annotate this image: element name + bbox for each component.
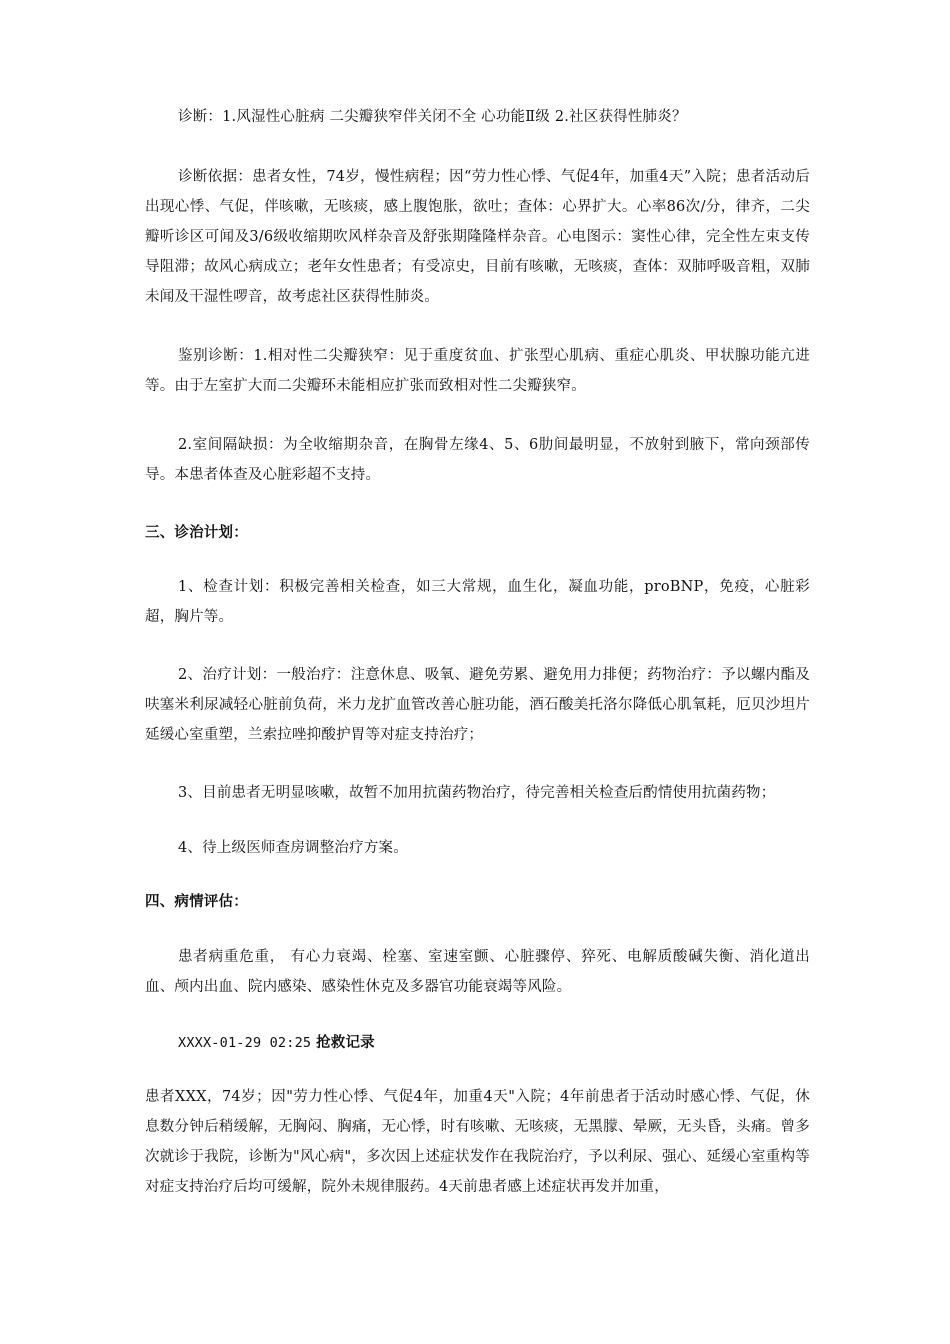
rescue-timestamp: XXXX-01-29 02:25 [178, 1035, 312, 1051]
diagnosis-paragraph: 诊断：1.风湿性心脏病 二尖瓣狭窄伴关闭不全 心功能Ⅱ级 2.社区获得性肺炎？ [178, 109, 687, 125]
section-title-assessment: 四、病情评估： [145, 894, 248, 910]
plan-item-treatment: 2、治疗计划：一般治疗：注意休息、吸氧、避免劳累、避免用力排便；药物治疗：予以螺内酯及呋塞米利尿减轻心脏前负荷，米力龙扩血管改善心脏功能，酒石酸美托洛尔降低心肌氧耗，厄贝沙坦片延缓心室重塑，兰索拉唑抑酸护胃等对症支持治疗； [145, 667, 810, 743]
rescue-record-body: 患者XXX，74岁；因"劳力性心悸、气促4年，加重4天"入院；4年前患者于活动时感心悸、气促，休息数分钟后稍缓解，无胸闷、胸痛，无心悸，时有咳嗽、无咳痰，无黑朦、晕厥，无头昏，头痛。曾多次就诊于我院，诊断为"风心病"，多次因上述症状发作在我院治疗，予以利尿、强心、延缓心室重构等对症支持治疗后均可缓解，院外未规律服药。4天前患者感上述症状再发并加重， [145, 1089, 810, 1195]
diagnosis-basis-paragraph: 诊断依据：患者女性，74岁，慢性病程；因“劳力性心悸、气促4年，加重4天”入院；患者活动后出现心悸、气促，伴咳嗽，无咳痰，感上腹饱胀，欲吐；查体：心界扩大。心率86次/分，律齐，二尖瓣听诊区可闻及3/6级收缩期吹风样杂音及舒张期隆隆样杂音。心电图示：窦性心律，完全性左束支传导阻滞；故风心病成立；老年女性患者；有受凉史，目前有咳嗽，无咳痰，查体：双肺呼吸音粗，双肺未闻及干湿性啰音，故考虑社区获得性肺炎。 [145, 169, 810, 305]
differential-diagnosis-2: 2.室间隔缺损：为全收缩期杂音，在胸骨左缘4、5、6肋间最明显，不放射到腋下，常向颈部传导。本患者体查及心脏彩超不支持。 [145, 437, 810, 483]
assessment-paragraph: 患者病重危重， 有心力衰竭、栓塞、室速室颤、心脏骤停、猝死、电解质酸碱失衡、消化道出血、颅内出血、院内感染、感染性休克及多器官功能衰竭等风险。 [145, 949, 810, 995]
rescue-record-header [145, 1028, 810, 1058]
rescue-title: 抢救记录 [316, 1035, 375, 1051]
plan-item-antibiotics: 3、目前患者无明显咳嗽，故暂不加用抗菌药物治疗，待完善相关检查后酌情使用抗菌药物； [178, 785, 776, 801]
plan-item-examination: 1、检查计划：积极完善相关检查，如三大常规，血生化，凝血功能，proBNP，免疫，心脏彩超，胸片等。 [145, 579, 810, 625]
differential-diagnosis-1: 鉴别诊断：1.相对性二尖瓣狭窄：见于重度贫血、扩张型心肌病、重症心肌炎、甲状腺功能亢进等。由于左室扩大而二尖瓣环未能相应扩张而致相对性二尖瓣狭窄。 [145, 348, 810, 394]
plan-item-consult: 4、待上级医师查房调整治疗方案。 [178, 840, 408, 856]
section-title-treatment-plan: 三、诊治计划： [145, 525, 248, 541]
